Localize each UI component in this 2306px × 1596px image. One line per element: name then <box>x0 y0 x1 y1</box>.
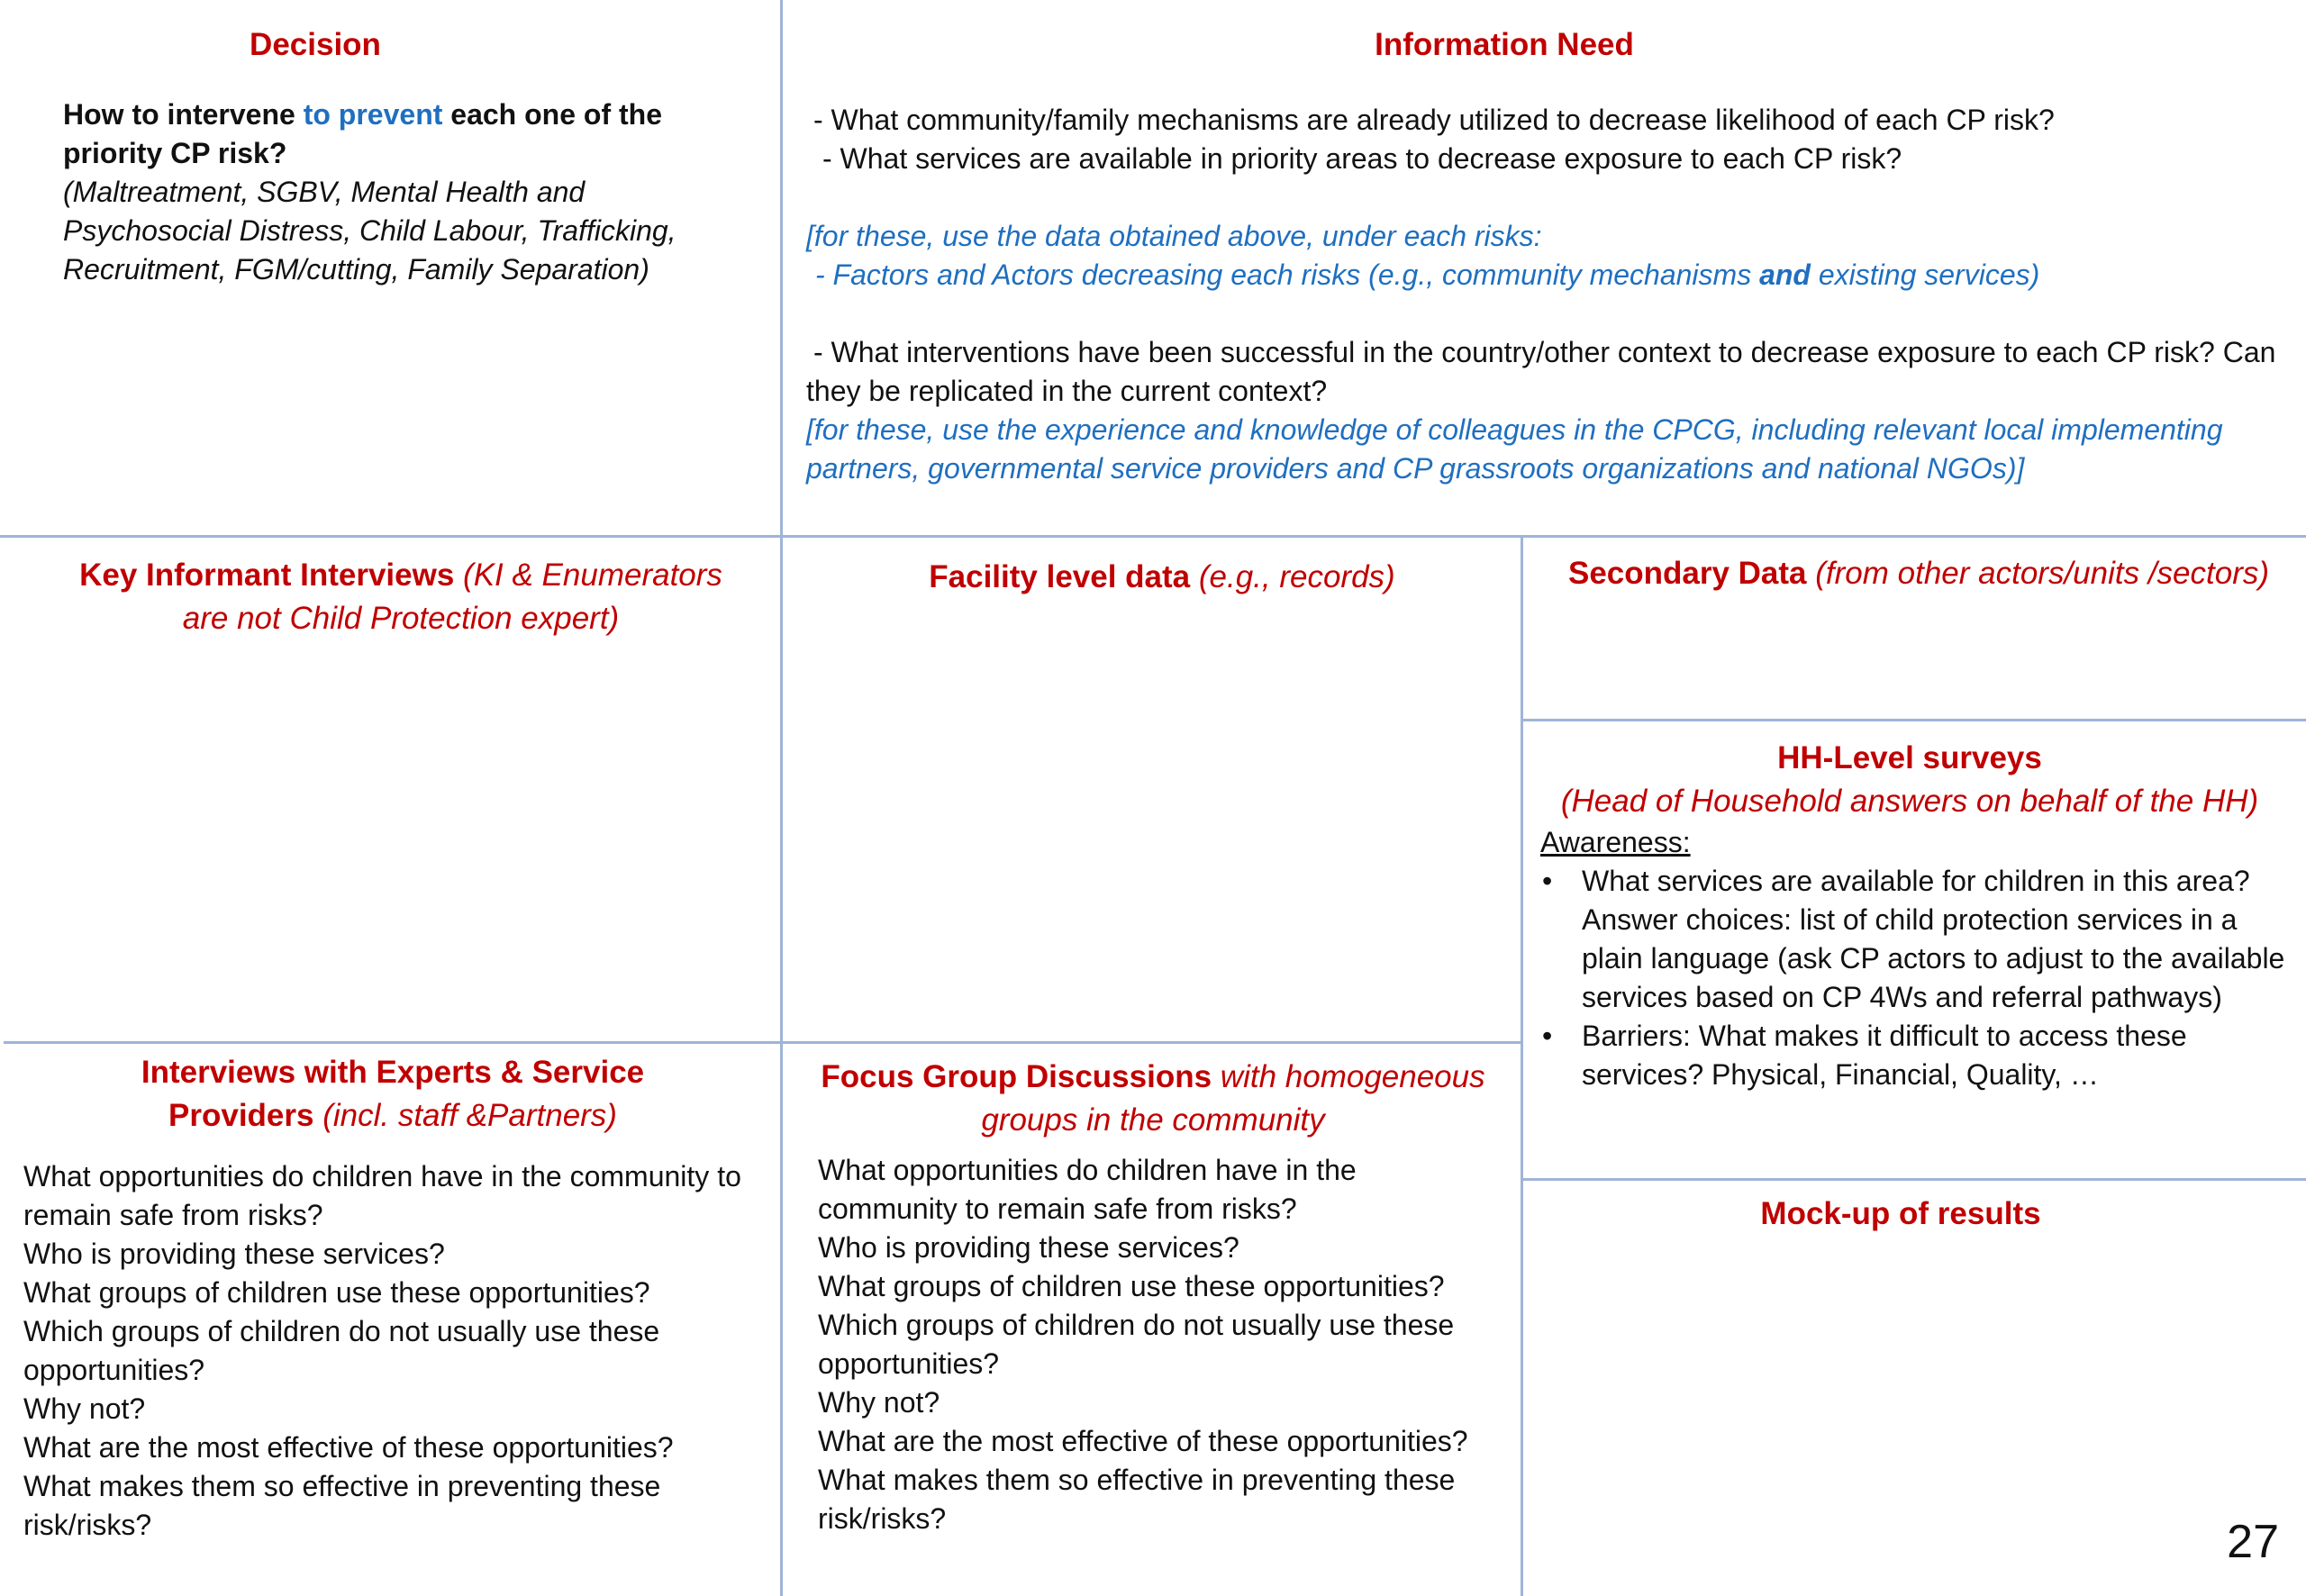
fgd-question: What groups of children use these opportunities? <box>818 1270 1445 1302</box>
experts-title <box>23 1051 762 1138</box>
secondary-title <box>1531 552 2306 595</box>
experts-questions <box>23 1157 744 1545</box>
information-need-note1-line1: [for these, use the data obtained above, under each risks: <box>806 220 1542 252</box>
hh-bullet: • What services are available for children in this area? Answer choices: list of child protection services in a plain language (ask CP actors to adjust to the available services based on CP 4Ws and referral pathways) <box>1582 862 2297 1017</box>
facility-title <box>793 556 1531 599</box>
facility-title-italic: (e.g., records) <box>1190 559 1395 594</box>
fgd-cell <box>802 1056 1513 1538</box>
experts-title-bold: Interviews with Experts & Service Providers <box>141 1055 645 1133</box>
note1-pre: - Factors and Actors decreasing each risks (e.g., community mechanisms <box>815 258 1760 291</box>
hh-awareness-label: Awareness: <box>1540 826 1691 858</box>
experts-question: Why not? <box>23 1392 146 1425</box>
fgd-question: What opportunities do children have in the community to remain safe from risks? <box>818 1154 1357 1225</box>
information-need-q3: - What interventions have been successful in the country/other context to decrease exposure to each CP risk? Can they be replicated in the current context? <box>806 336 2276 407</box>
mockup-title: Mock-up of results <box>1760 1196 2041 1231</box>
divider-vertical-right <box>1521 537 1523 1596</box>
decision-cell <box>63 23 766 289</box>
fgd-question: What are the most effective of these opportunities? What makes them so effective in preventing these risk/risks? <box>818 1425 1468 1535</box>
divider-vertical-left <box>780 0 783 1596</box>
information-need-note2: [for these, use the experience and knowledge of colleagues in the CPCG, including relevant local implementing partners, governmental service providers and CP grassroots organizations and national NGOs)] <box>806 413 2223 485</box>
experts-cell <box>23 1051 771 1545</box>
information-need-q2: - What services are available in priority areas to decrease exposure to each CP risk? <box>822 142 1902 175</box>
decision-question-post: each one of the priority CP risk? <box>63 98 662 169</box>
hh-bullet: • Barriers: What makes it difficult to access these services? Physical, Financial, Quality, … <box>1582 1017 2297 1094</box>
divider-horizontal-top <box>0 535 2306 538</box>
note1-bold: and <box>1759 258 1811 291</box>
divider-secondary-hh <box>1522 719 2306 721</box>
facility-title-bold: Facility level data <box>929 559 1191 594</box>
information-need-title: Information Need <box>1375 27 1634 62</box>
experts-question: Who is providing these services? <box>23 1238 445 1270</box>
decision-risks: (Maltreatment, SGBV, Mental Health and Psychosocial Distress, Child Labour, Trafficking, Recruitment, FGM/cutting, Family Separation) <box>63 176 676 286</box>
fgd-title-bold: Focus Group Discussions <box>821 1059 1212 1094</box>
experts-question: What are the most effective of these opportunities? <box>23 1431 674 1464</box>
decision-question-blue: to prevent <box>303 98 443 131</box>
information-need-q1: - What community/family mechanisms are already utilized to decrease likelihood of each CP risk? <box>813 104 2055 136</box>
fgd-question: Who is providing these services? <box>818 1231 1239 1264</box>
experts-question: What makes them so effective in preventing these risk/risks? <box>23 1470 661 1541</box>
secondary-title-bold: Secondary Data <box>1567 556 1807 591</box>
fgd-question: Which groups of children do not usually use these opportunities? <box>818 1309 1455 1380</box>
secondary-title-italic: (from other actors/units /sectors) <box>1806 556 2270 591</box>
information-need-cell <box>806 23 2283 488</box>
kii-title-bold: Key Informant Interviews <box>79 558 455 593</box>
kii-title <box>54 554 748 640</box>
information-need-note1-line2 <box>806 256 2283 295</box>
hh-title: HH-Level surveys <box>1777 740 2042 775</box>
page-number: 27 <box>2227 1516 2279 1568</box>
divider-hh-mockup <box>1522 1178 2306 1181</box>
experts-question: What opportunities do children have in the community to remain safe from risks? <box>23 1160 741 1231</box>
hh-cell <box>1540 737 2297 1094</box>
decision-title: Decision <box>250 27 381 62</box>
fgd-title-italic: with homogeneous groups in the community <box>981 1059 1485 1138</box>
hh-bullets <box>1540 862 2297 1094</box>
fgd-title <box>802 1056 1504 1142</box>
decision-question-pre: How to intervene <box>63 98 304 131</box>
fgd-question: Why not? <box>818 1386 940 1419</box>
hh-subtitle: (Head of Household answers on behalf of the HH) <box>1560 784 2259 819</box>
experts-question: Which groups of children do not usually use these opportunities? <box>23 1315 660 1386</box>
fgd-questions <box>802 1151 1503 1538</box>
note1-post: existing services) <box>1810 258 2040 291</box>
kii-title-italic: (KI & Enumerators are not Child Protection expert) <box>182 558 722 636</box>
decision-question <box>63 95 766 173</box>
divider-horizontal-middle <box>4 1041 1521 1044</box>
experts-title-italic: (incl. staff &Partners) <box>313 1098 617 1133</box>
experts-question: What groups of children use these opportunities? <box>23 1276 650 1309</box>
